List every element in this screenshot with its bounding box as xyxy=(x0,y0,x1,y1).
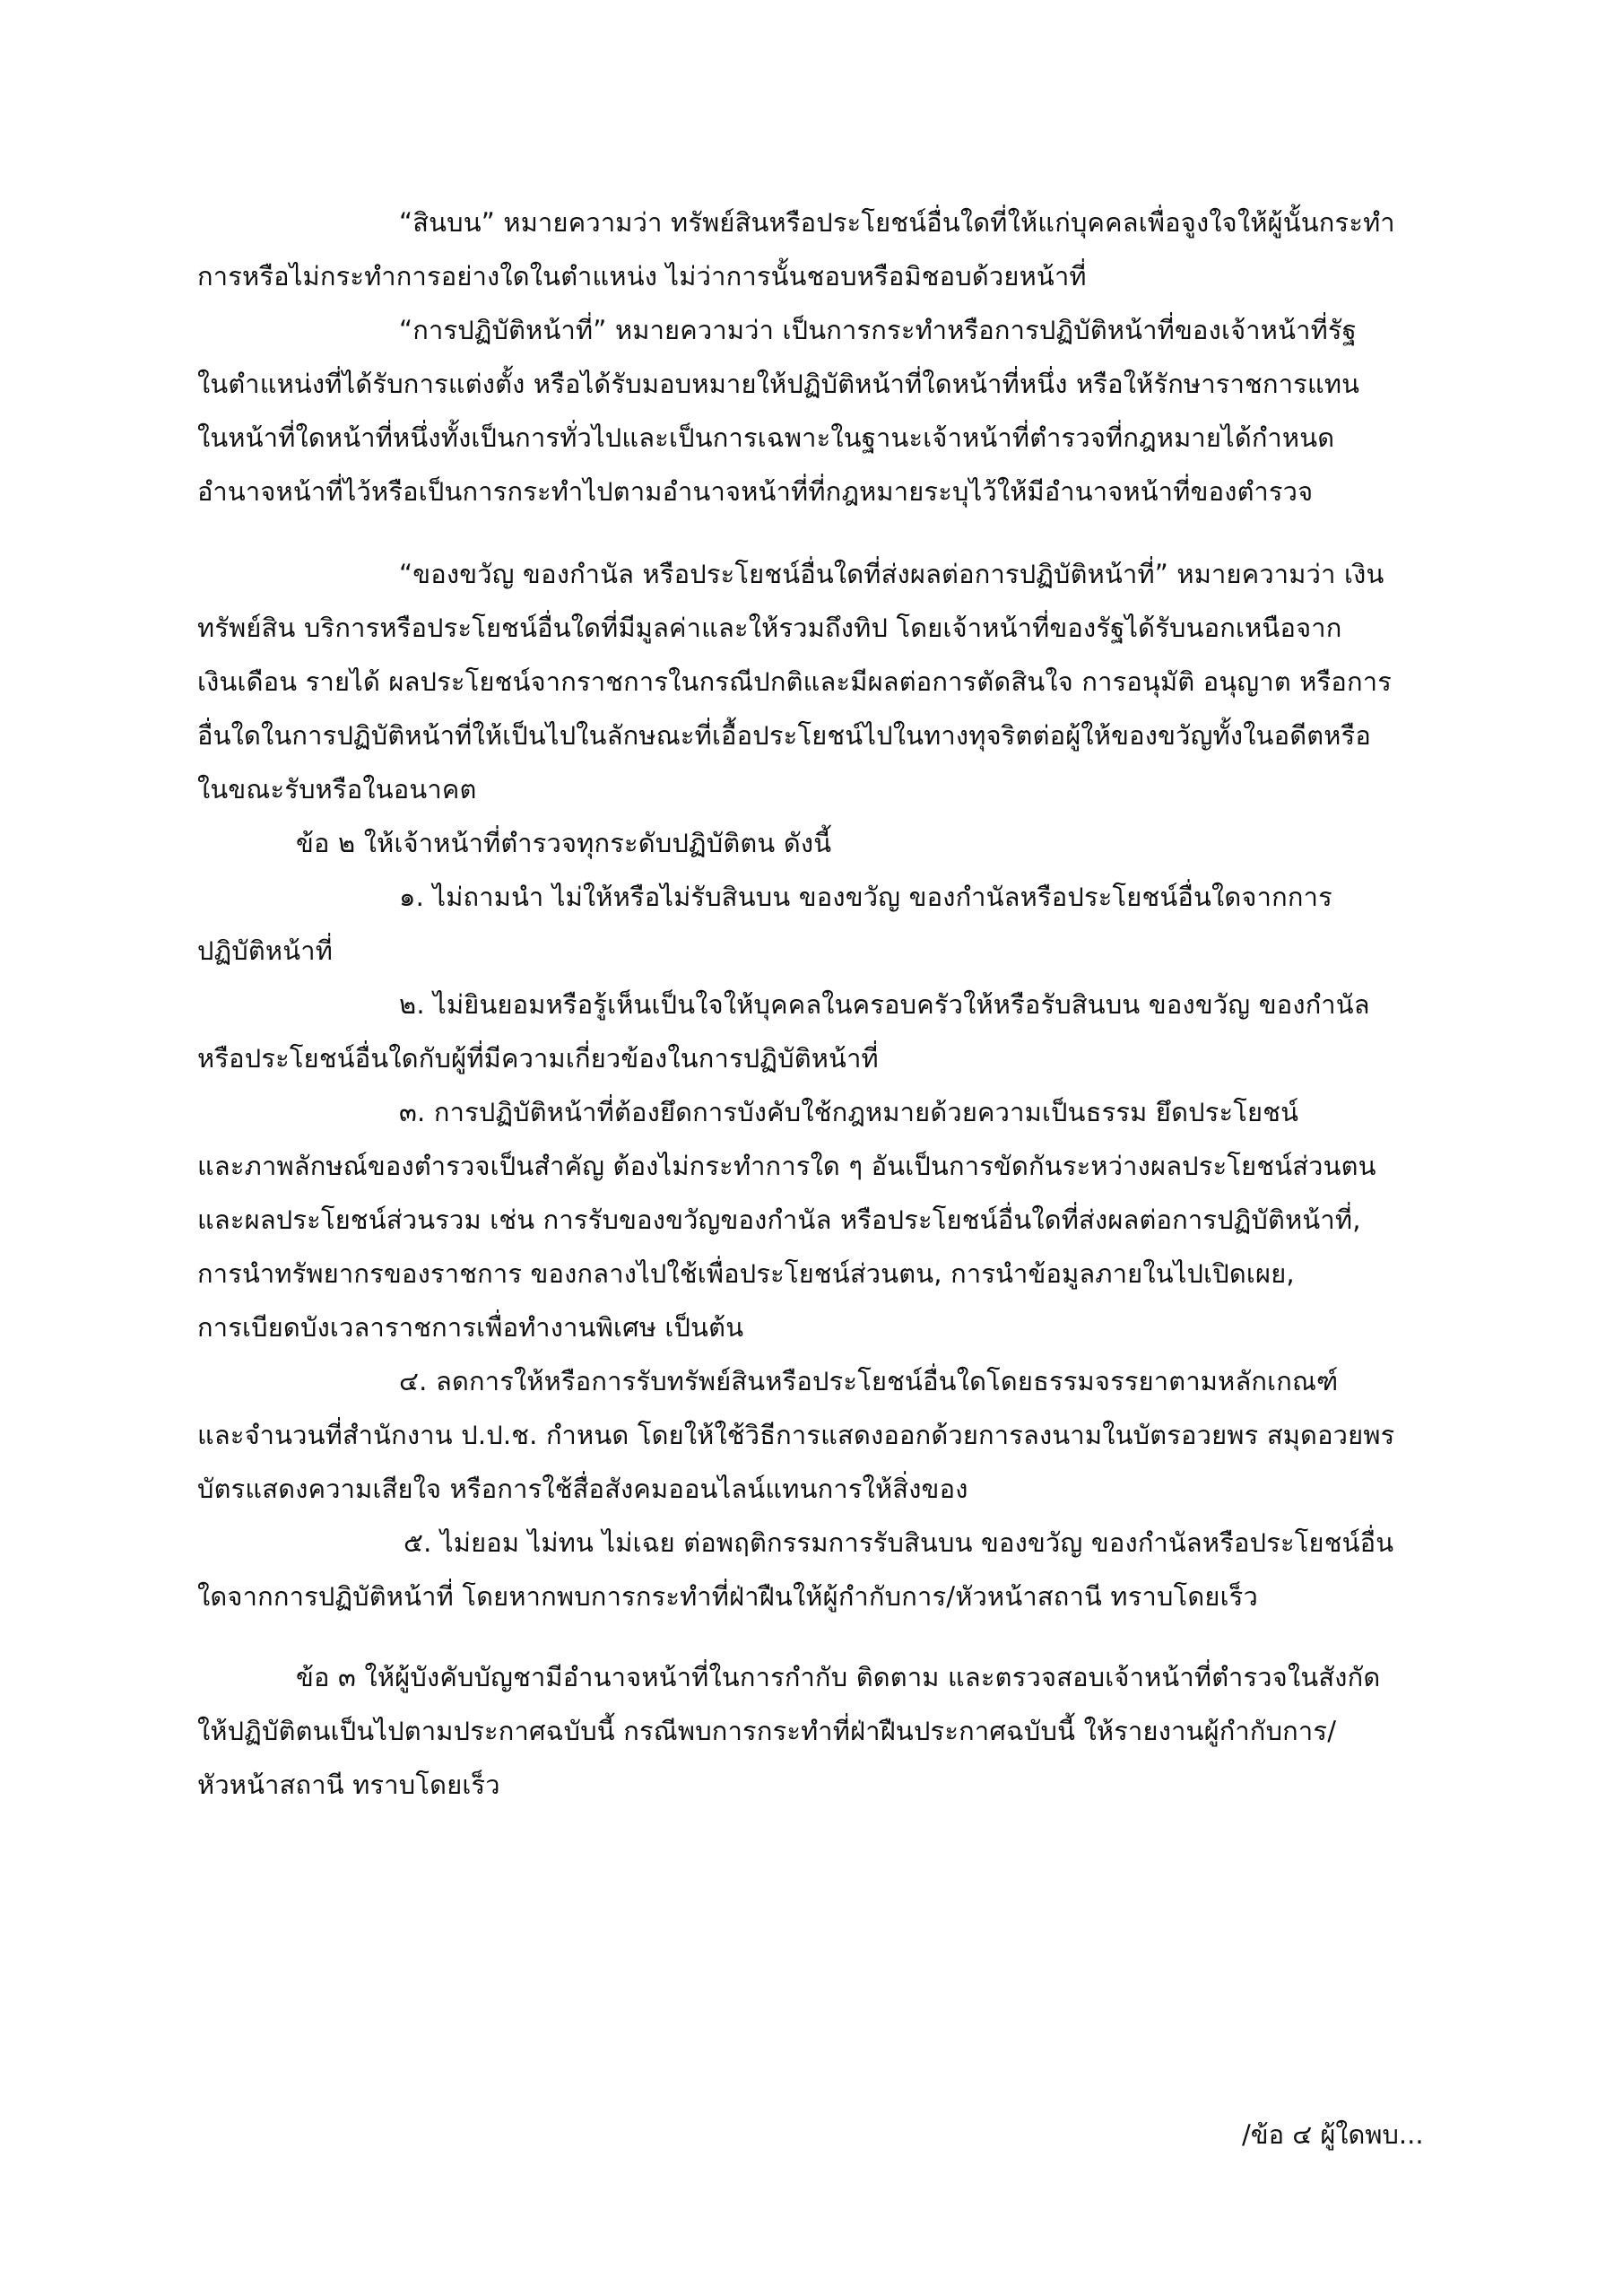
text-line: ในตำแหน่งที่ได้รับการแต่งตั้ง หรือได้รับมอบหมายให้ปฏิบัติหน้าที่ใดหน้าที่หนึ่ง หรือให้รักษาราชการแทน xyxy=(197,369,1360,399)
clause-heading: ข้อ ๓ ให้ผู้บังคับบัญชามีอำนาจหน้าที่ในการกำกับ ติดตาม และตรวจสอบเจ้าหน้าที่ตำรวจในสังกัด xyxy=(296,1662,1381,1692)
text-line: ในหน้าที่ใดหน้าที่หนึ่งทั้งเป็นการทั่วไปและเป็นการเฉพาะในฐานะเจ้าหน้าที่ตำรวจที่กฎหมายได้กำหนด xyxy=(197,422,1335,453)
text-line: หรือประโยชน์อื่นใดกับผู้ที่มีความเกี่ยวข้องในการปฏิบัติหน้าที่ xyxy=(197,1043,879,1074)
text-line: การนำทรัพยากรของราชการ ของกลางไปใช้เพื่อประโยชน์ส่วนตน, การนำข้อมูลภายในไปเปิดเผย, xyxy=(197,1258,1295,1289)
text-line: และผลประโยชน์ส่วนรวม เช่น การรับของขวัญของกำนัล หรือประโยชน์อื่นใดที่ส่งผลต่อการปฏิบัติหน้าที่, xyxy=(197,1205,1361,1235)
text-line: หัวหน้าสถานี ทราบโดยเร็ว xyxy=(197,1770,500,1800)
text-line: บัตรแสดงความเสียใจ หรือการใช้สื่อสังคมออนไลน์แทนการให้สิ่งของ xyxy=(197,1474,968,1504)
text-line: “ของขวัญ ของกำนัล หรือประโยชน์อื่นใดที่ส่งผลต่อการปฏิบัติหน้าที่” หมายความว่า เงิน xyxy=(399,559,1384,589)
clause-heading: ข้อ ๒ ให้เจ้าหน้าที่ตำรวจทุกระดับปฏิบัติตน ดังนี้ xyxy=(296,828,832,858)
text-line: ในขณะรับหรือในอนาคต xyxy=(197,774,477,804)
text-line: การหรือไม่กระทำการอย่างใดในตำแหน่ง ไม่ว่าการนั้นชอบหรือมิชอบด้วยหน้าที่ xyxy=(197,261,1087,291)
page-continuation-note: /ข้อ ๔ ผู้ใดพบ... xyxy=(1242,2119,1424,2150)
list-item: ๒. ไม่ยินยอมหรือรู้เห็นเป็นใจให้บุคคลในครอบครัวให้หรือรับสินบน ของขวัญ ของกำนัล xyxy=(399,989,1370,1020)
list-item: ๓. การปฏิบัติหน้าที่ต้องยึดการบังคับใช้กฎหมายด้วยความเป็นธรรม ยึดประโยชน์ xyxy=(399,1097,1299,1127)
text-line: ทรัพย์สิน บริการหรือประโยชน์อื่นใดที่มีมูลค่าและให้รวมถึงทิป โดยเจ้าหน้าที่ของรัฐได้รับนอกเหนือจาก xyxy=(197,613,1342,643)
text-line: และภาพลักษณ์ของตำรวจเป็นสำคัญ ต้องไม่กระทำการใด ๆ อันเป็นการขัดกันระหว่างผลประโยชน์ส่วนตน xyxy=(197,1151,1376,1181)
text-line: “สินบน” หมายความว่า ทรัพย์สินหรือประโยชน์อื่นใดที่ให้แก่บุคคลเพื่อจูงใจให้ผู้นั้นกระทำ xyxy=(399,207,1395,238)
text-line: ใดจากการปฏิบัติหน้าที่ โดยหากพบการกระทำที่ฝ่าฝืนให้ผู้กำกับการ/หัวหน้าสถานี ทราบโดยเร็ว xyxy=(197,1581,1258,1612)
text-line: เงินเดือน รายได้ ผลประโยชน์จากราชการในกรณีปกติและมีผลต่อการตัดสินใจ การอนุมัติ อนุญาต หรือการ xyxy=(197,666,1392,697)
list-item: ๔. ลดการให้หรือการรับทรัพย์สินหรือประโยชน์อื่นใดโดยธรรมจรรยาตามหลักเกณฑ์ xyxy=(399,1366,1339,1396)
text-line: อำนาจหน้าที่ไว้หรือเป็นการกระทำไปตามอำนาจหน้าที่ที่กฎหมายระบุไว้ให้มีอำนาจหน้าที่ของตำรวจ xyxy=(197,476,1314,507)
list-item: ๕. ไม่ยอม ไม่ทน ไม่เฉย ต่อพฤติกรรมการรับสินบน ของขวัญ ของกำนัลหรือประโยชน์อื่น xyxy=(404,1527,1394,1558)
text-line: ให้ปฏิบัติตนเป็นไปตามประกาศฉบับนี้ กรณีพบการกระทำที่ฝ่าฝืนประกาศฉบับนี้ ให้รายงานผู้กำกับการ/ xyxy=(197,1716,1337,1746)
text-line: “การปฏิบัติหน้าที่” หมายความว่า เป็นการกระทำหรือการปฏิบัติหน้าที่ของเจ้าหน้าที่รัฐ xyxy=(399,315,1357,345)
text-line: การเบียดบังเวลาราชการเพื่อทำงานพิเศษ เป็นต้น xyxy=(197,1312,744,1343)
list-item: ๑. ไม่ถามนำ ไม่ให้หรือไม่รับสินบน ของขวัญ ของกำนัลหรือประโยชน์อื่นใดจากการ xyxy=(399,882,1332,912)
text-line: อื่นใดในการปฏิบัติหน้าที่ให้เป็นไปในลักษณะที่เอื้อประโยชน์ไปในทางทุจริตต่อผู้ให้ของขวัญทั้งในอดีตหรือ xyxy=(197,720,1371,751)
text-line: และจำนวนที่สำนักงาน ป.ป.ช. กำหนด โดยให้ใช้วิธีการแสดงออกด้วยการลงนามในบัตรอวยพร สมุดอวยพร xyxy=(197,1420,1395,1450)
text-line: ปฏิบัติหน้าที่ xyxy=(197,935,334,966)
